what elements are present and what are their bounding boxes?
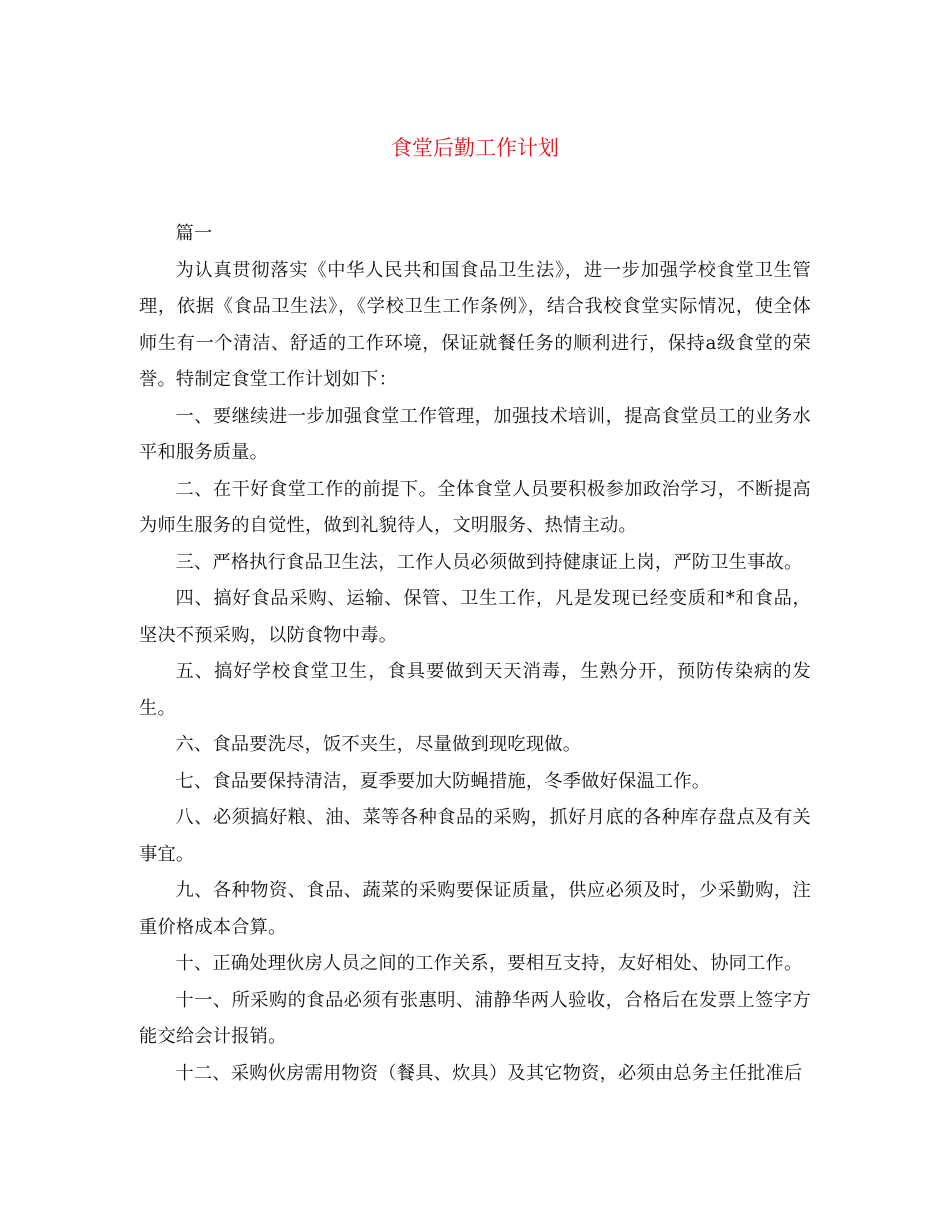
paragraph-item-1: 一、要继续进一步加强食堂工作管理，加强技术培训，提高食堂员工的业务水平和服务质量。	[139, 405, 811, 463]
paragraph-item-12: 十二、采购伙房需用物资（餐具、炊具）及其它物资，必须由总务主任批准后	[175, 1062, 803, 1084]
paragraph-item-10: 十、正确处理伙房人员之间的工作关系，要相互支持，友好相处、协同工作。	[175, 953, 803, 974]
paragraph-item-7: 七、食品要保持清洁，夏季要加大防蝇措施，冬季做好保温工作。	[175, 770, 711, 792]
paragraph-item-2: 二、在干好食堂工作的前提下。全体食堂人员要积极参加政治学习，不断提高为师生服务的自觉性，做到礼貌待人，文明服务、热情主动。	[139, 478, 811, 536]
paragraph-item-6: 六、食品要洗尽，饭不夹生，尽量做到现吃现做。	[175, 734, 582, 755]
paragraph-item-9: 九、各种物资、食品、蔬菜的采购要保证质量，供应必须及时，少采勤购，注重价格成本合算。	[139, 880, 811, 938]
section-label: 篇一	[175, 223, 213, 244]
paragraph-item-11: 十一、所采购的食品必须有张惠明、浦静华两人验收，合格后在发票上签字方能交给会计报销。	[139, 989, 811, 1047]
paragraph-item-5: 五、搞好学校食堂卫生，食具要做到天天消毒，生熟分开，预防传染病的发生。	[139, 661, 811, 719]
paragraph-item-4: 四、搞好食品采购、运输、保管、卫生工作，凡是发现已经变质和*和食品，坚决不预采购，以防食物中毒。	[139, 588, 811, 646]
document-body	[139, 216, 811, 1092]
paragraph-item-8: 八、必须搞好粮、油、菜等各种食品的采购，抓好月底的各种库存盘点及有关事宜。	[139, 807, 811, 865]
document-title: 食堂后勤工作计划	[391, 136, 559, 160]
paragraph-intro: 为认真贯彻落实《中华人民共和国食品卫生法》，进一步加强学校食堂卫生管理，依据《食品卫生法》，《学校卫生工作条例》，结合我校食堂实际情况，使全体师生有一个清洁、舒适的工作环境，保证就餐任务的顺利进行，保持a级食堂的荣誉。特制定食堂工作计划如下：	[139, 259, 811, 390]
paragraph-item-3: 三、严格执行食品卫生法，工作人员必须做到持健康证上岗，严防卫生事故。	[175, 551, 803, 573]
